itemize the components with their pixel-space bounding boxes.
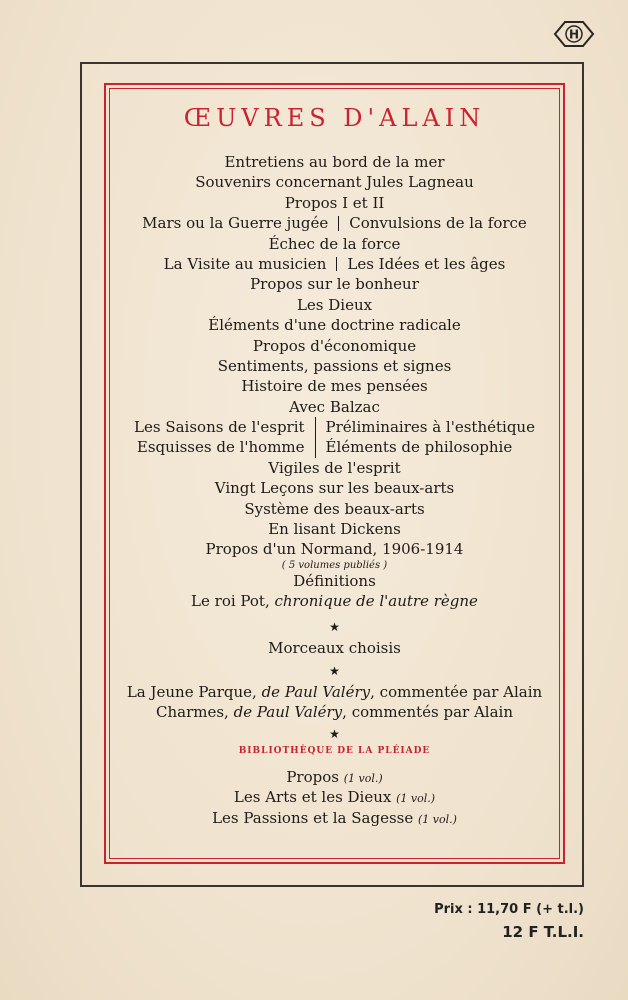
work-title: Éléments d'une doctrine radicale xyxy=(208,316,461,335)
star-ornament-icon: ★ xyxy=(329,726,340,741)
work-title: Les Dieux xyxy=(296,295,373,314)
work-title: Propos (1 vol.) xyxy=(286,767,383,786)
work-title: Vingt Leçons sur les beaux-arts xyxy=(214,479,455,498)
work-title: Morceaux choisis xyxy=(268,638,401,657)
work-title: Préliminaires à l'esthétique xyxy=(325,418,535,437)
work-title: En lisant Dickens xyxy=(268,520,401,539)
work-title: Éléments de philosophie xyxy=(325,438,513,457)
work-title: Propos I et II xyxy=(284,193,385,212)
work-title: Convulsions de la force xyxy=(349,214,527,233)
work-title: Propos d'un Normand, 1906-1914 xyxy=(205,540,464,559)
work-title: Vigiles de l'esprit xyxy=(268,458,401,477)
publisher-logo-icon xyxy=(553,20,595,48)
work-title: Échec de la force xyxy=(268,234,401,253)
work-title: Histoire de mes pensées xyxy=(241,377,428,396)
work-title: Propos sur le bonheur xyxy=(250,275,419,294)
work-title: Charmes, de Paul Valéry, commentés par Alain xyxy=(156,703,513,722)
works-list xyxy=(112,100,557,828)
work-title: Esquisses de l'homme xyxy=(136,438,305,457)
work-title: Les Passions et la Sagesse (1 vol.) xyxy=(212,808,457,827)
work-title: Les Saisons de l'esprit xyxy=(134,418,305,437)
work-title: Les Idées et les âges xyxy=(347,254,506,273)
work-pair xyxy=(112,213,557,233)
star-ornament-icon: ★ xyxy=(329,619,340,634)
work-pair xyxy=(112,254,557,274)
work-title: La Jeune Parque, de Paul Valéry, commentée par Alain xyxy=(126,683,543,702)
work-title: Mars ou la Guerre jugée xyxy=(142,214,329,233)
price-label: 12 F T.L.I. xyxy=(502,923,584,941)
star-ornament-icon: ★ xyxy=(329,664,340,679)
work-title: Sentiments, passions et signes xyxy=(217,356,452,375)
volumes-note: ( 5 volumes publiés ) xyxy=(281,559,388,571)
work-title: Système des beaux-arts xyxy=(244,499,425,518)
page-title: ŒUVRES D'ALAIN xyxy=(183,104,486,132)
work-title: Souvenirs concernant Jules Lagneau xyxy=(195,173,474,192)
work-title: Propos d'économique xyxy=(252,336,417,355)
price-block xyxy=(434,900,584,944)
price-label: Prix : 11,70 F (+ t.l.) xyxy=(434,902,584,917)
work-title: Le roi Pot, chronique de l'autre règne xyxy=(191,592,478,611)
work-title: Entretiens au bord de la mer xyxy=(224,153,445,171)
work-title: La Visite au musicien xyxy=(163,254,327,273)
svg-text:H: H xyxy=(568,27,580,42)
work-title: Avec Balzac xyxy=(289,397,380,416)
work-title: Définitions xyxy=(293,571,376,590)
work-title: Les Arts et les Dieux (1 vol.) xyxy=(233,788,436,807)
work-pair-block xyxy=(112,417,557,458)
collection-heading: BIBLIOTHÈQUE DE LA PLÉIADE xyxy=(238,745,431,756)
